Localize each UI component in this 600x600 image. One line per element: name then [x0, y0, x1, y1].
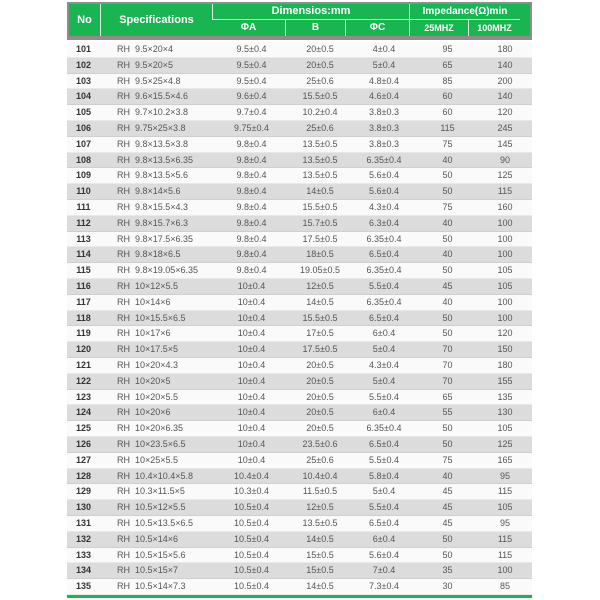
cell-phi-a: 10±0.4 [237, 280, 266, 291]
cell-phi-c: 6.35±0.4 [366, 423, 402, 434]
cell-phi-a: 10±0.4 [237, 454, 266, 465]
cell-phi-a: 9.8±0.4 [236, 217, 267, 228]
table-row [67, 168, 532, 184]
cell-b: 25±0.6 [306, 75, 334, 86]
cell-100mhz: 180 [497, 359, 513, 370]
cell-specification: RH 9.7×10.2×3.8 [117, 107, 189, 118]
cell-100mhz: 245 [497, 122, 513, 133]
cell-b: 15.7±0.5 [302, 217, 338, 228]
cell-specification: RH 9.6×15.5×4.6 [117, 91, 189, 102]
cell-25mhz: 40 [442, 249, 453, 260]
table-row [67, 311, 532, 327]
cell-phi-c: 5±0.4 [372, 486, 396, 497]
cell-b: 20±0.5 [306, 423, 334, 434]
cell-phi-c: 5.6±0.4 [369, 186, 399, 197]
cell-specification: RH 9.8×13.5×6.35 [117, 154, 194, 165]
cell-specification: RH 10×20×6 [117, 407, 171, 418]
cell-no: 107 [75, 138, 92, 149]
cell-no: 113 [76, 233, 91, 244]
cell-specification: RH 9.8×15.7×6.3 [117, 217, 189, 228]
cell-25mhz: 40 [442, 296, 453, 307]
cell-phi-c: 6.35±0.4 [366, 233, 402, 244]
cell-no: 111 [76, 201, 91, 212]
col-header-no: No [77, 13, 92, 26]
cell-no: 135 [75, 581, 92, 592]
col-header-b: B [285, 20, 345, 36]
cell-phi-c: 6.5±0.4 [369, 517, 399, 528]
cell-100mhz: 95 [499, 470, 510, 481]
cell-100mhz: 115 [497, 533, 513, 544]
cell-25mhz: 55 [442, 407, 453, 418]
col-header-phi-c: ΦC [345, 20, 409, 36]
cell-25mhz: 50 [442, 423, 453, 434]
cell-100mhz: 135 [497, 391, 513, 402]
cell-25mhz: 30 [442, 581, 453, 592]
cell-b: 17.5±0.5 [302, 233, 338, 244]
cell-no: 116 [76, 280, 91, 291]
cell-100mhz: 115 [497, 486, 513, 497]
table-row [67, 216, 532, 232]
cell-phi-a: 10±0.4 [237, 407, 266, 418]
cell-100mhz: 155 [497, 375, 513, 386]
table-row [67, 342, 532, 358]
cell-no: 117 [76, 296, 91, 307]
cell-phi-a: 10.5±0.4 [234, 533, 269, 544]
cell-25mhz: 45 [442, 517, 453, 528]
cell-phi-a: 10.5±0.4 [234, 517, 269, 528]
cell-b: 23.5±0.6 [302, 438, 338, 449]
cell-phi-a: 9.8±0.4 [236, 233, 267, 244]
cell-b: 15.5±0.5 [302, 91, 338, 102]
table-row [67, 153, 532, 169]
cell-b: 25±0.6 [306, 122, 334, 133]
cell-100mhz: 120 [497, 107, 513, 118]
cell-b: 11.5±0.5 [302, 486, 338, 497]
table-row [67, 390, 532, 406]
cell-specification: RH 10×17.5×5 [117, 344, 179, 355]
cell-100mhz: 180 [497, 44, 513, 54]
table-row [67, 121, 532, 137]
cell-specification: RH 10×17×6 [117, 328, 171, 339]
cell-phi-a: 9.8±0.4 [236, 170, 267, 181]
cell-25mhz: 95 [442, 44, 453, 54]
table-row [67, 105, 532, 121]
cell-100mhz: 100 [497, 312, 513, 323]
cell-phi-c: 6.5±0.4 [369, 312, 399, 323]
cell-25mhz: 50 [442, 533, 453, 544]
table-row [67, 437, 532, 453]
cell-b: 14±0.5 [306, 533, 334, 544]
cell-phi-c: 4.8±0.4 [369, 75, 399, 86]
cell-phi-a: 9.8±0.4 [236, 201, 267, 212]
cell-specification: RH 10×20×5.5 [117, 391, 179, 402]
cell-no: 115 [76, 265, 91, 276]
cell-100mhz: 105 [497, 265, 513, 276]
cell-phi-a: 9.8±0.4 [236, 186, 267, 197]
cell-phi-c: 6.35±0.4 [366, 265, 402, 276]
cell-phi-a: 9.8±0.4 [236, 249, 267, 260]
cell-phi-a: 10.5±0.4 [234, 502, 269, 513]
cell-phi-c: 5±0.4 [372, 344, 396, 355]
cell-100mhz: 105 [497, 423, 513, 434]
cell-25mhz: 70 [442, 359, 453, 370]
cell-100mhz: 150 [497, 344, 513, 355]
table-row [67, 453, 532, 469]
cell-25mhz: 85 [442, 75, 453, 86]
cell-100mhz: 140 [497, 59, 513, 70]
table-row [67, 532, 532, 548]
cell-no: 132 [75, 533, 92, 544]
table-row [67, 516, 532, 532]
cell-phi-c: 3.8±0.3 [369, 138, 399, 149]
table-row [67, 374, 532, 390]
cell-phi-a: 10±0.4 [237, 423, 266, 434]
cell-phi-a: 9.8±0.4 [236, 154, 267, 165]
cell-b: 14±0.5 [306, 186, 334, 197]
cell-25mhz: 50 [442, 233, 453, 244]
cell-no: 108 [75, 154, 92, 165]
cell-b: 15±0.5 [306, 549, 334, 560]
col-header-25mhz: 25MHZ [409, 20, 468, 36]
cell-25mhz: 60 [442, 91, 453, 102]
cell-specification: RH 10.5×14×6 [117, 533, 179, 544]
cell-100mhz: 140 [497, 91, 513, 102]
cell-phi-c: 6±0.4 [372, 328, 396, 339]
cell-no: 102 [75, 59, 92, 70]
cell-25mhz: 45 [442, 502, 453, 513]
cell-100mhz: 120 [497, 328, 513, 339]
col-header-100mhz: 100MHZ [468, 20, 520, 36]
cell-b: 20±0.5 [306, 359, 334, 370]
cell-no: 105 [75, 107, 92, 118]
cell-phi-c: 5.5±0.4 [369, 502, 399, 513]
cell-specification: RH 10×20×6.35 [117, 423, 184, 434]
cell-no: 106 [75, 122, 92, 133]
cell-no: 121 [75, 359, 92, 370]
table-row [67, 74, 532, 90]
cell-100mhz: 100 [497, 217, 513, 228]
cell-25mhz: 50 [442, 186, 453, 197]
cell-specification: RH 9.75×25×3.8 [117, 122, 186, 133]
cell-phi-c: 5.5±0.4 [369, 391, 399, 402]
cell-no: 133 [75, 549, 92, 560]
cell-25mhz: 75 [442, 454, 453, 465]
table-row [67, 232, 532, 248]
cell-b: 12±0.5 [306, 280, 334, 291]
cell-25mhz: 50 [442, 549, 453, 560]
cell-no: 119 [76, 328, 91, 339]
cell-no: 125 [75, 423, 92, 434]
cell-no: 127 [75, 454, 92, 465]
cell-phi-a: 10.5±0.4 [234, 581, 269, 592]
cell-b: 13.5±0.5 [302, 154, 338, 165]
cell-100mhz: 105 [497, 280, 513, 291]
cell-phi-c: 4.3±0.4 [369, 201, 399, 212]
table-row [67, 58, 532, 74]
cell-specification: RH 9.5×20×5 [117, 59, 174, 70]
cell-phi-a: 10±0.4 [237, 375, 266, 386]
cell-25mhz: 50 [442, 328, 453, 339]
cell-100mhz: 125 [497, 438, 513, 449]
cell-phi-c: 5±0.4 [372, 375, 396, 386]
cell-specification: RH 9.8×13.5×5.6 [117, 170, 189, 181]
cell-phi-c: 6.35±0.4 [366, 296, 402, 307]
cell-phi-c: 3.8±0.3 [369, 122, 399, 133]
cell-specification: RH 10.5×15×5.6 [117, 549, 186, 560]
cell-b: 20±0.5 [306, 59, 334, 70]
table-row [67, 579, 532, 595]
table-row [67, 405, 532, 421]
cell-100mhz: 85 [499, 581, 510, 592]
cell-100mhz: 100 [497, 249, 513, 260]
cell-25mhz: 75 [442, 138, 453, 149]
col-group-impedance-min: Impedance(Ω)min [409, 4, 520, 20]
table-row [67, 469, 532, 485]
table-row [67, 500, 532, 516]
cell-b: 10.2±0.4 [302, 107, 338, 118]
cell-100mhz: 165 [497, 454, 513, 465]
cell-no: 103 [75, 75, 92, 86]
cell-b: 13.5±0.5 [302, 138, 338, 149]
cell-no: 109 [75, 170, 92, 181]
cell-b: 17±0.5 [306, 328, 334, 339]
table-row [67, 295, 532, 311]
cell-specification: RH 9.8×17.5×6.35 [117, 233, 194, 244]
cell-specification: RH 10.3×11.5×5 [117, 486, 185, 497]
cell-25mhz: 115 [440, 122, 455, 133]
cell-phi-c: 4±0.4 [372, 44, 396, 54]
cell-no: 130 [75, 502, 92, 513]
cell-phi-c: 3.8±0.3 [369, 107, 399, 118]
table-row [67, 184, 532, 200]
cell-25mhz: 65 [442, 391, 453, 402]
cell-100mhz: 200 [497, 75, 513, 86]
cell-specification: RH 9.5×20×4 [117, 44, 174, 54]
cell-b: 19.05±0.5 [300, 265, 340, 276]
cell-b: 18±0.5 [306, 249, 334, 260]
cell-25mhz: 40 [442, 217, 453, 228]
cell-phi-c: 5.6±0.4 [369, 170, 399, 181]
cell-phi-a: 9.8±0.4 [236, 265, 267, 276]
cell-no: 126 [75, 438, 92, 449]
specifications-table [67, 2, 532, 598]
cell-specification: RH 10.5×15×7 [117, 565, 179, 576]
cell-phi-a: 9.7±0.4 [236, 107, 267, 118]
cell-100mhz: 105 [497, 502, 513, 513]
cell-25mhz: 40 [442, 154, 453, 165]
cell-phi-a: 10.5±0.4 [234, 549, 269, 560]
cell-b: 17.5±0.5 [302, 344, 338, 355]
cell-specification: RH 10.5×13.5×6.5 [117, 517, 194, 528]
cell-phi-a: 9.6±0.4 [236, 91, 267, 102]
cell-specification: RH 9.8×14×5.6 [117, 186, 181, 197]
cell-b: 13.5±0.5 [302, 170, 338, 181]
cell-b: 15.5±0.5 [302, 312, 338, 323]
cell-phi-c: 6±0.4 [372, 533, 396, 544]
cell-phi-c: 5.5±0.4 [369, 280, 399, 291]
cell-25mhz: 50 [442, 312, 453, 323]
cell-phi-c: 5.6±0.4 [369, 549, 399, 560]
cell-no: 114 [76, 249, 91, 260]
cell-100mhz: 95 [499, 517, 510, 528]
table-row [67, 89, 532, 105]
cell-specification: RH 9.8×13.5×3.8 [117, 138, 189, 149]
cell-specification: RH 10.5×14×7.3 [117, 581, 186, 592]
cell-phi-c: 7.3±0.4 [369, 581, 399, 592]
cell-phi-a: 9.8±0.4 [236, 138, 267, 149]
table-row [67, 200, 532, 216]
cell-no: 112 [76, 217, 91, 228]
cell-100mhz: 115 [497, 186, 513, 197]
cell-specification: RH 9.8×15.5×4.3 [117, 201, 189, 212]
table-row [67, 247, 532, 263]
cell-b: 20±0.5 [306, 407, 334, 418]
cell-no: 110 [76, 186, 91, 197]
cell-specification: RH 9.5×25×4.8 [117, 75, 181, 86]
cell-phi-a: 9.5±0.4 [236, 59, 267, 70]
cell-phi-c: 5.5±0.4 [369, 454, 399, 465]
cell-phi-a: 9.5±0.4 [236, 75, 267, 86]
cell-phi-a: 9.5±0.4 [236, 44, 267, 54]
cell-25mhz: 75 [442, 201, 453, 212]
cell-no: 120 [75, 344, 92, 355]
cell-phi-c: 6.35±0.4 [366, 154, 402, 165]
cell-phi-a: 10±0.4 [237, 391, 266, 402]
cell-b: 25±0.6 [306, 454, 334, 465]
table-row [67, 279, 532, 295]
cell-no: 122 [75, 375, 92, 386]
cell-no: 101 [75, 44, 92, 54]
cell-25mhz: 60 [442, 107, 453, 118]
cell-100mhz: 160 [497, 201, 513, 212]
cell-no: 128 [75, 470, 92, 481]
cell-no: 124 [75, 407, 92, 418]
table-header [67, 2, 532, 40]
cell-100mhz: 100 [497, 233, 513, 244]
cell-25mhz: 50 [442, 438, 453, 449]
cell-phi-c: 6.3±0.4 [369, 217, 399, 228]
table-row [67, 548, 532, 564]
cell-specification: RH 10×15.5×6.5 [117, 312, 186, 323]
table-body [67, 42, 532, 598]
cell-25mhz: 45 [442, 486, 453, 497]
cell-100mhz: 90 [499, 154, 510, 165]
cell-specification: RH 10×20×4.3 [117, 359, 179, 370]
cell-25mhz: 50 [442, 170, 453, 181]
cell-phi-a: 10.4±0.4 [234, 470, 269, 481]
cell-100mhz: 100 [497, 565, 513, 576]
cell-phi-a: 10±0.4 [237, 296, 266, 307]
cell-b: 20±0.5 [306, 391, 334, 402]
table-row [67, 137, 532, 153]
cell-b: 13.5±0.5 [302, 517, 338, 528]
cell-phi-c: 6±0.4 [372, 407, 396, 418]
cell-25mhz: 65 [442, 59, 453, 70]
cell-no: 123 [75, 391, 92, 402]
table-row [67, 42, 532, 58]
cell-b: 12±0.5 [306, 502, 334, 513]
cell-b: 14±0.5 [306, 296, 334, 307]
cell-phi-c: 5±0.4 [372, 59, 396, 70]
cell-specification: RH 10×20×5 [117, 375, 171, 386]
cell-100mhz: 145 [497, 138, 513, 149]
cell-no: 118 [76, 312, 91, 323]
cell-phi-c: 6.5±0.4 [369, 249, 399, 260]
cell-specification: RH 9.8×19.05×6.35 [117, 265, 199, 276]
cell-25mhz: 70 [442, 344, 453, 355]
cell-100mhz: 100 [497, 296, 513, 307]
cell-phi-c: 7±0.4 [372, 565, 396, 576]
table-row [67, 563, 532, 579]
cell-no: 134 [75, 565, 92, 576]
cell-no: 131 [75, 517, 92, 528]
cell-phi-c: 5.8±0.4 [369, 470, 399, 481]
cell-100mhz: 125 [497, 170, 513, 181]
cell-specification: RH 10×23.5×6.5 [117, 438, 186, 449]
table-row [67, 484, 532, 500]
table-row [67, 358, 532, 374]
cell-no: 104 [75, 91, 92, 102]
cell-25mhz: 50 [442, 265, 453, 276]
cell-no: 129 [75, 486, 92, 497]
cell-25mhz: 45 [442, 280, 453, 291]
cell-phi-a: 10.3±0.4 [234, 486, 269, 497]
cell-b: 20±0.5 [306, 44, 334, 54]
cell-b: 15.5±0.5 [302, 201, 338, 212]
table-row [67, 326, 532, 342]
cell-phi-a: 10±0.4 [237, 312, 266, 323]
cell-b: 20±0.5 [306, 375, 334, 386]
cell-specification: RH 10.5×12×5.5 [117, 502, 186, 513]
cell-specification: RH 9.8×18×6.5 [117, 249, 181, 260]
col-group-dimensions-mm: Dimensios:mm [212, 4, 409, 20]
cell-b: 15±0.5 [306, 565, 334, 576]
col-header-specifications: Specifications [100, 4, 212, 36]
cell-phi-a: 9.75±0.4 [234, 122, 269, 133]
table-row [67, 421, 532, 437]
cell-phi-c: 4.3±0.4 [369, 359, 399, 370]
cell-100mhz: 130 [497, 407, 513, 418]
cell-phi-a: 10±0.4 [237, 438, 266, 449]
cell-25mhz: 70 [442, 375, 453, 386]
table-row [67, 263, 532, 279]
cell-b: 10.4±0.4 [302, 470, 338, 481]
cell-100mhz: 115 [497, 549, 513, 560]
cell-b: 14±0.5 [306, 581, 334, 592]
cell-phi-a: 10.5±0.4 [234, 565, 269, 576]
cell-phi-a: 10±0.4 [237, 359, 266, 370]
cell-specification: RH 10.4×10.4×5.8 [117, 470, 194, 481]
cell-phi-c: 4.6±0.4 [369, 91, 399, 102]
cell-phi-c: 6.5±0.4 [369, 438, 399, 449]
cell-specification: RH 10×12×5.5 [117, 280, 179, 291]
col-header-phi-a: ΦA [240, 22, 257, 33]
cell-25mhz: 35 [442, 565, 453, 576]
cell-25mhz: 40 [442, 470, 453, 481]
cell-phi-a: 10±0.4 [237, 344, 266, 355]
cell-phi-a: 10±0.4 [237, 328, 266, 339]
cell-specification: RH 10×14×6 [117, 296, 171, 307]
cell-specification: RH 10×25×5.5 [117, 454, 179, 465]
